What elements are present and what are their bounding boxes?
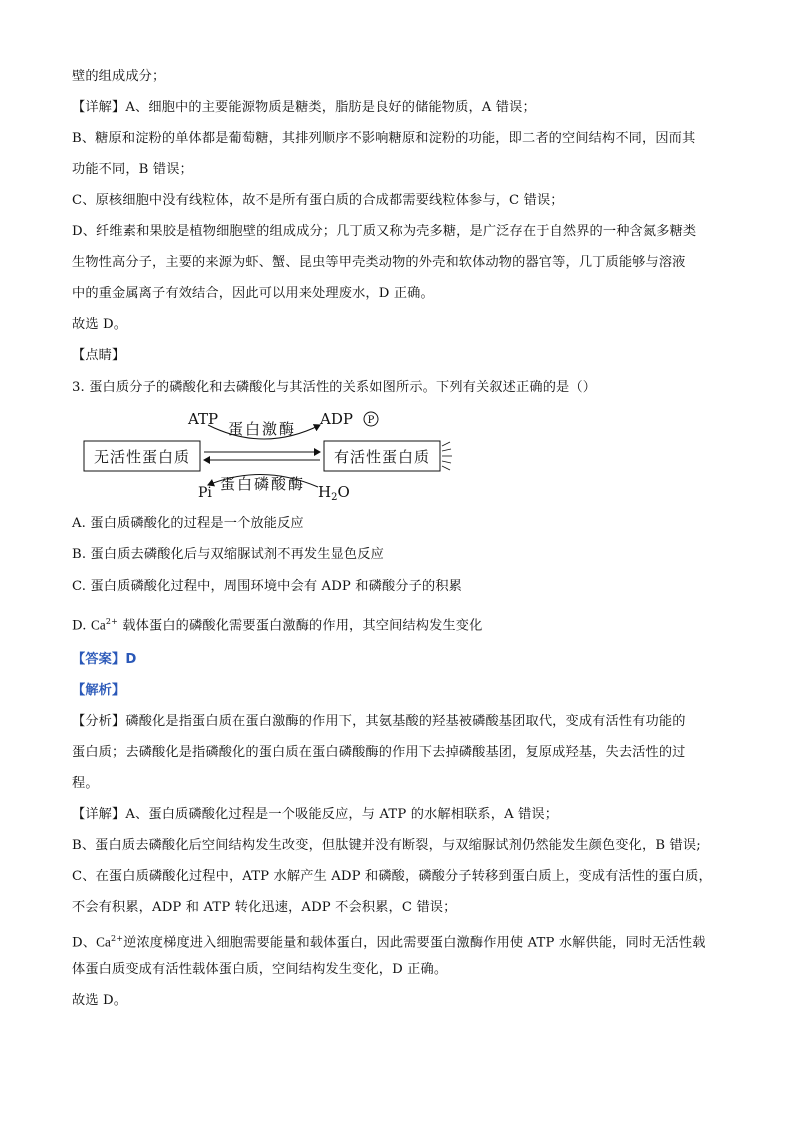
option-d-ion: Ca xyxy=(90,617,106,633)
question-stem: 3. 蛋白质分子的磷酸化和去磷酸化与其活性的关系如图所示。下列有关叙述正确的是（） xyxy=(72,380,597,395)
detail-d-text: 逆浓度梯度进入细胞需要能量和载体蛋白，因此需要蛋白激酶作用使 ATP 水解供能，同时无活性载 xyxy=(123,935,706,951)
text-line: D、纤维素和果胶是植物细胞壁的组成成分；几丁质又称为壳多糖，是广泛存在于自然界的一种含氮多糖类 xyxy=(72,224,697,239)
phosphate-label: P xyxy=(367,415,375,426)
phosphatase-label: 蛋白磷酸酶 xyxy=(220,475,306,493)
text-line: 【详解】A、细胞中的主要能源物质是糖类，脂肪是良好的储能物质，A 错误； xyxy=(72,100,536,115)
option-c: C. 蛋白质磷酸化过程中，周围环境中会有 ADP 和磷酸分子的积累 xyxy=(72,579,462,594)
text-line: 故选 D。 xyxy=(72,317,128,332)
text-line: 生物性高分子，主要的来源为虾、蟹、昆虫等甲壳类动物的外壳和软体动物的器官等，几丁质能够与溶液 xyxy=(72,255,686,270)
detail-line: 不会有积累，ADP 和 ATP 转化迅速，ADP 不会积累，C 错误； xyxy=(72,900,457,915)
active-protein-label: 有活性蛋白质 xyxy=(333,448,431,466)
option-d xyxy=(72,612,732,636)
detail-line: 体蛋白质变成有活性载体蛋白质，空间结构发生变化，D 正确。 xyxy=(72,962,448,977)
fenxi-line xyxy=(72,712,732,732)
fenxi-tag: 【分析】 xyxy=(72,714,126,729)
text-line: 中的重金属离子有效结合，因此可以用来处理废水，D 正确。 xyxy=(72,286,434,301)
detail-d-charge: 2+ xyxy=(111,934,124,943)
h2o-label: $H_2O$ xyxy=(318,483,350,503)
detail-d-prefix: D、 xyxy=(72,935,97,951)
detail-line-d xyxy=(72,929,732,953)
answer-line: 【答案】D xyxy=(72,652,137,667)
pi-label: Pi xyxy=(198,485,212,501)
text-line: 程。 xyxy=(72,776,99,791)
phosphorylation-diagram xyxy=(80,405,460,503)
text-line: 壁的组成成分； xyxy=(72,69,166,84)
option-d-text: 载体蛋白的磷酸化需要蛋白激酶的作用，其空间结构发生变化 xyxy=(117,618,483,634)
option-d-prefix: D. xyxy=(72,618,91,634)
kinase-label: 蛋白激酶 xyxy=(228,420,297,438)
dianjing-heading: 【点睛】 xyxy=(72,348,126,363)
detail-line: B、蛋白质去磷酸化后空间结构发生改变，但肽键并没有断裂，与双缩脲试剂仍然能发生颜色变化，B 错误; xyxy=(72,838,701,853)
option-a: A. 蛋白质磷酸化的过程是一个放能反应 xyxy=(72,516,304,531)
text-line: C、原核细胞中没有线粒体，故不是所有蛋白质的合成都需要线粒体参与，C 错误； xyxy=(72,193,564,208)
conclusion-line: 故选 D。 xyxy=(72,993,128,1008)
detail-d-ion: Ca xyxy=(96,934,112,950)
atp-label: ATP xyxy=(188,410,219,428)
activity-rays xyxy=(442,442,452,470)
inactive-protein-label: 无活性蛋白质 xyxy=(93,448,191,466)
detail-line: 【详解】A、蛋白质磷酸化过程是一个吸能反应，与 ATP 的水解相联系，A 错误； xyxy=(72,807,559,822)
option-b: B. 蛋白质去磷酸化后与双缩脲试剂不再发生显色反应 xyxy=(72,547,384,562)
text-line: 蛋白质；去磷酸化是指磷酸化的蛋白质在蛋白磷酸酶的作用下去掉磷酸基团，复原成羟基，失去活性的过 xyxy=(72,745,686,760)
fenxi-text: 磷酸化是指蛋白质在蛋白激酶的作用下，其氨基酸的羟基被磷酸基团取代，变成有活性有功能的 xyxy=(125,714,686,729)
analysis-heading: 【解析】 xyxy=(72,683,126,698)
text-line: 功能不同，B 错误； xyxy=(72,162,193,177)
option-d-charge: 2+ xyxy=(105,617,118,626)
adp-label: ADP xyxy=(320,410,353,428)
text-line: B、糖原和淀粉的单体都是葡萄糖，其排列顺序不影响糖原和淀粉的功能，即二者的空间结构不同，因而其 xyxy=(72,131,696,146)
detail-line: C、在蛋白质磷酸化过程中，ATP 水解产生 ADP 和磷酸，磷酸分子转移到蛋白质上，变成有活性的蛋白质， xyxy=(72,869,712,884)
